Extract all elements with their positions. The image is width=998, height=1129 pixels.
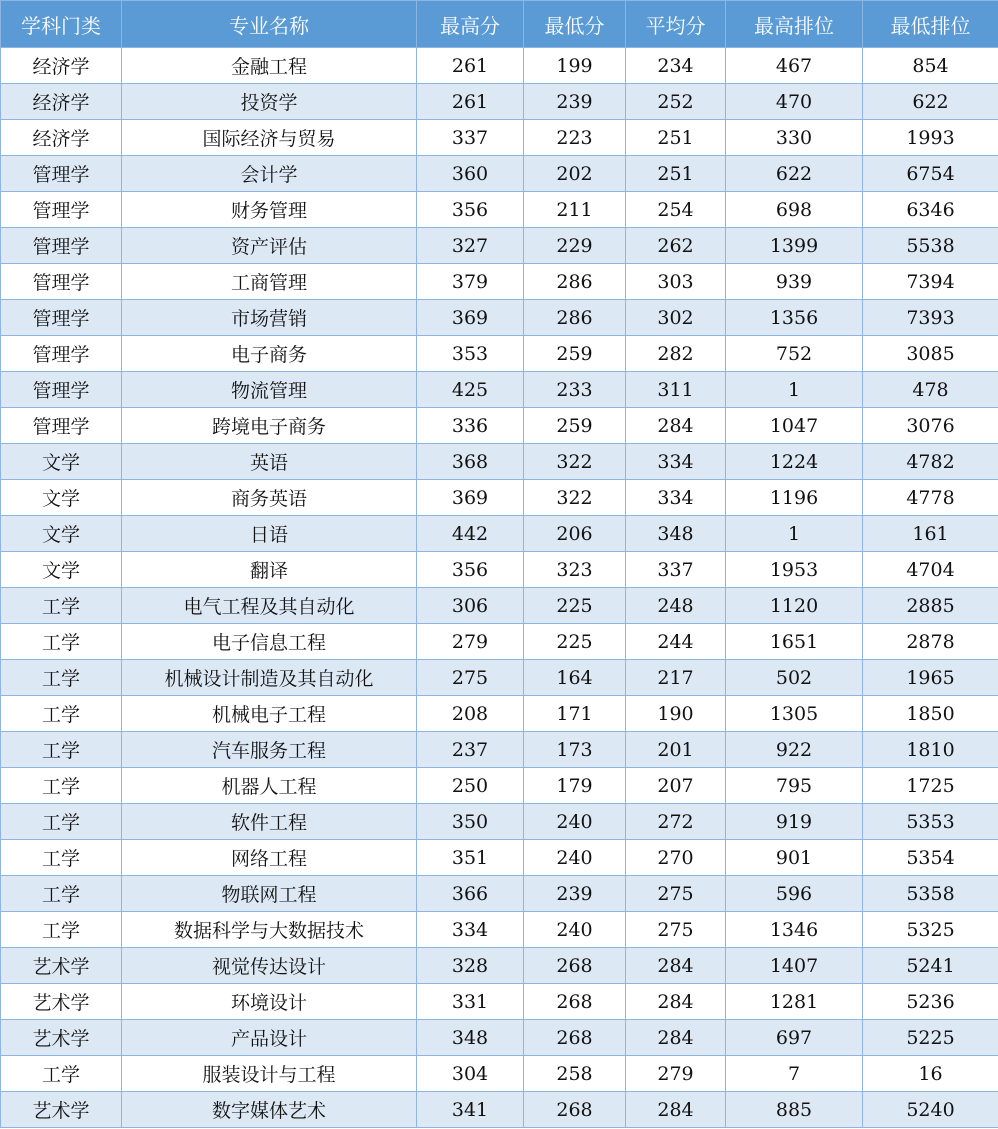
cell-avg-score: 284 (626, 1020, 726, 1056)
cell-min-rank: 4782 (863, 444, 998, 480)
cell-max-rank: 1224 (726, 444, 863, 480)
cell-avg-score: 337 (626, 552, 726, 588)
header-max-rank: 最高排位 (726, 1, 863, 48)
cell-max-rank: 1651 (726, 624, 863, 660)
cell-discipline: 工学 (1, 624, 122, 660)
cell-avg-score: 279 (626, 1056, 726, 1092)
cell-major: 网络工程 (122, 840, 417, 876)
table-row (1, 732, 998, 768)
cell-min-score: 199 (524, 48, 626, 84)
cell-major: 物流管理 (122, 372, 417, 408)
cell-max-rank: 885 (726, 1092, 863, 1128)
cell-min-rank: 622 (863, 84, 998, 120)
cell-avg-score: 334 (626, 444, 726, 480)
table-row (1, 948, 998, 984)
table-row (1, 588, 998, 624)
cell-discipline: 艺术学 (1, 1092, 122, 1128)
cell-min-score: 240 (524, 912, 626, 948)
cell-major: 汽车服务工程 (122, 732, 417, 768)
cell-discipline: 文学 (1, 444, 122, 480)
cell-max-rank: 697 (726, 1020, 863, 1056)
cell-max-score: 348 (417, 1020, 524, 1056)
cell-discipline: 经济学 (1, 48, 122, 84)
cell-min-rank: 5325 (863, 912, 998, 948)
table-row (1, 768, 998, 804)
cell-min-score: 323 (524, 552, 626, 588)
cell-max-rank: 922 (726, 732, 863, 768)
cell-major: 产品设计 (122, 1020, 417, 1056)
cell-min-score: 258 (524, 1056, 626, 1092)
cell-min-score: 259 (524, 336, 626, 372)
cell-discipline: 经济学 (1, 84, 122, 120)
table-row (1, 804, 998, 840)
table-row (1, 84, 998, 120)
cell-min-rank: 4704 (863, 552, 998, 588)
cell-max-rank: 1305 (726, 696, 863, 732)
cell-major: 翻译 (122, 552, 417, 588)
cell-min-score: 286 (524, 300, 626, 336)
cell-avg-score: 272 (626, 804, 726, 840)
header-row (1, 1, 998, 48)
cell-min-score: 239 (524, 876, 626, 912)
cell-min-score: 268 (524, 1092, 626, 1128)
table-row (1, 912, 998, 948)
cell-min-rank: 478 (863, 372, 998, 408)
cell-max-score: 379 (417, 264, 524, 300)
cell-max-score: 336 (417, 408, 524, 444)
cell-avg-score: 262 (626, 228, 726, 264)
cell-max-rank: 7 (726, 1056, 863, 1092)
header-min-score: 最低分 (524, 1, 626, 48)
cell-discipline: 管理学 (1, 228, 122, 264)
cell-max-rank: 622 (726, 156, 863, 192)
cell-max-rank: 919 (726, 804, 863, 840)
cell-avg-score: 334 (626, 480, 726, 516)
cell-min-score: 211 (524, 192, 626, 228)
cell-major: 数据科学与大数据技术 (122, 912, 417, 948)
table-row (1, 696, 998, 732)
cell-max-score: 353 (417, 336, 524, 372)
cell-discipline: 工学 (1, 804, 122, 840)
cell-major: 服装设计与工程 (122, 1056, 417, 1092)
cell-avg-score: 284 (626, 408, 726, 444)
cell-major: 日语 (122, 516, 417, 552)
cell-avg-score: 190 (626, 696, 726, 732)
cell-major: 视觉传达设计 (122, 948, 417, 984)
cell-avg-score: 284 (626, 948, 726, 984)
cell-major: 投资学 (122, 84, 417, 120)
cell-major: 环境设计 (122, 984, 417, 1020)
cell-min-rank: 5240 (863, 1092, 998, 1128)
cell-discipline: 管理学 (1, 192, 122, 228)
cell-major: 机器人工程 (122, 768, 417, 804)
cell-max-score: 327 (417, 228, 524, 264)
cell-avg-score: 244 (626, 624, 726, 660)
table-row (1, 624, 998, 660)
cell-major: 电子信息工程 (122, 624, 417, 660)
cell-major: 电气工程及其自动化 (122, 588, 417, 624)
cell-min-rank: 4778 (863, 480, 998, 516)
cell-max-score: 250 (417, 768, 524, 804)
cell-max-score: 261 (417, 48, 524, 84)
table-header (1, 1, 998, 48)
cell-min-rank: 5241 (863, 948, 998, 984)
cell-min-rank: 6346 (863, 192, 998, 228)
cell-discipline: 工学 (1, 912, 122, 948)
cell-major: 电子商务 (122, 336, 417, 372)
table-row (1, 408, 998, 444)
cell-major: 机械设计制造及其自动化 (122, 660, 417, 696)
cell-max-score: 334 (417, 912, 524, 948)
cell-avg-score: 251 (626, 156, 726, 192)
cell-avg-score: 270 (626, 840, 726, 876)
table-row (1, 660, 998, 696)
cell-min-score: 225 (524, 624, 626, 660)
header-discipline: 学科门类 (1, 1, 122, 48)
cell-max-rank: 901 (726, 840, 863, 876)
cell-avg-score: 254 (626, 192, 726, 228)
cell-min-score: 268 (524, 1020, 626, 1056)
cell-max-score: 341 (417, 1092, 524, 1128)
cell-discipline: 艺术学 (1, 948, 122, 984)
cell-avg-score: 248 (626, 588, 726, 624)
cell-major: 资产评估 (122, 228, 417, 264)
table-row (1, 1020, 998, 1056)
cell-max-score: 425 (417, 372, 524, 408)
cell-max-rank: 752 (726, 336, 863, 372)
cell-max-score: 304 (417, 1056, 524, 1092)
cell-max-score: 350 (417, 804, 524, 840)
cell-discipline: 工学 (1, 732, 122, 768)
cell-min-rank: 3085 (863, 336, 998, 372)
cell-min-rank: 7394 (863, 264, 998, 300)
cell-min-rank: 5354 (863, 840, 998, 876)
cell-major: 国际经济与贸易 (122, 120, 417, 156)
cell-avg-score: 302 (626, 300, 726, 336)
cell-max-score: 368 (417, 444, 524, 480)
cell-min-score: 322 (524, 444, 626, 480)
cell-max-score: 366 (417, 876, 524, 912)
cell-avg-score: 217 (626, 660, 726, 696)
cell-discipline: 工学 (1, 696, 122, 732)
cell-discipline: 工学 (1, 876, 122, 912)
cell-avg-score: 275 (626, 876, 726, 912)
cell-discipline: 管理学 (1, 336, 122, 372)
cell-min-score: 171 (524, 696, 626, 732)
cell-min-score: 239 (524, 84, 626, 120)
cell-max-score: 442 (417, 516, 524, 552)
cell-discipline: 管理学 (1, 408, 122, 444)
cell-max-rank: 1120 (726, 588, 863, 624)
table-row (1, 120, 998, 156)
cell-discipline: 艺术学 (1, 984, 122, 1020)
header-min-rank: 最低排位 (863, 1, 998, 48)
cell-max-rank: 795 (726, 768, 863, 804)
cell-major: 市场营销 (122, 300, 417, 336)
cell-discipline: 艺术学 (1, 1020, 122, 1056)
cell-max-rank: 1 (726, 372, 863, 408)
cell-major: 软件工程 (122, 804, 417, 840)
cell-avg-score: 207 (626, 768, 726, 804)
cell-discipline: 经济学 (1, 120, 122, 156)
cell-max-rank: 1407 (726, 948, 863, 984)
cell-min-rank: 5225 (863, 1020, 998, 1056)
cell-min-score: 202 (524, 156, 626, 192)
cell-max-score: 360 (417, 156, 524, 192)
cell-discipline: 管理学 (1, 372, 122, 408)
cell-major: 财务管理 (122, 192, 417, 228)
cell-min-rank: 1850 (863, 696, 998, 732)
cell-max-rank: 1953 (726, 552, 863, 588)
cell-discipline: 工学 (1, 840, 122, 876)
cell-avg-score: 303 (626, 264, 726, 300)
cell-discipline: 文学 (1, 480, 122, 516)
table-row (1, 840, 998, 876)
cell-min-rank: 161 (863, 516, 998, 552)
cell-avg-score: 275 (626, 912, 726, 948)
cell-max-rank: 1356 (726, 300, 863, 336)
cell-max-score: 279 (417, 624, 524, 660)
cell-max-score: 337 (417, 120, 524, 156)
cell-max-score: 369 (417, 300, 524, 336)
cell-min-rank: 5358 (863, 876, 998, 912)
cell-max-score: 328 (417, 948, 524, 984)
cell-major: 商务英语 (122, 480, 417, 516)
cell-discipline: 工学 (1, 660, 122, 696)
table-row (1, 156, 998, 192)
cell-min-rank: 5353 (863, 804, 998, 840)
table-row (1, 192, 998, 228)
cell-max-rank: 1281 (726, 984, 863, 1020)
cell-max-score: 369 (417, 480, 524, 516)
table-row (1, 228, 998, 264)
header-max-score: 最高分 (417, 1, 524, 48)
cell-avg-score: 284 (626, 984, 726, 1020)
cell-avg-score: 201 (626, 732, 726, 768)
cell-discipline: 文学 (1, 516, 122, 552)
cell-min-score: 286 (524, 264, 626, 300)
cell-max-score: 331 (417, 984, 524, 1020)
cell-max-rank: 1346 (726, 912, 863, 948)
cell-max-rank: 1196 (726, 480, 863, 516)
cell-min-rank: 1993 (863, 120, 998, 156)
cell-max-rank: 467 (726, 48, 863, 84)
cell-discipline: 管理学 (1, 156, 122, 192)
cell-min-rank: 3076 (863, 408, 998, 444)
cell-max-score: 306 (417, 588, 524, 624)
cell-max-score: 237 (417, 732, 524, 768)
cell-min-rank: 1810 (863, 732, 998, 768)
cell-max-rank: 698 (726, 192, 863, 228)
cell-min-score: 322 (524, 480, 626, 516)
cell-major: 英语 (122, 444, 417, 480)
cell-avg-score: 311 (626, 372, 726, 408)
table-row (1, 1092, 998, 1128)
cell-avg-score: 348 (626, 516, 726, 552)
cell-min-rank: 1965 (863, 660, 998, 696)
cell-min-rank: 854 (863, 48, 998, 84)
cell-max-rank: 939 (726, 264, 863, 300)
table-row (1, 48, 998, 84)
cell-discipline: 工学 (1, 588, 122, 624)
cell-min-score: 240 (524, 804, 626, 840)
cell-max-rank: 502 (726, 660, 863, 696)
cell-max-score: 208 (417, 696, 524, 732)
table-row (1, 372, 998, 408)
cell-avg-score: 282 (626, 336, 726, 372)
cell-min-rank: 5236 (863, 984, 998, 1020)
cell-max-rank: 470 (726, 84, 863, 120)
cell-min-score: 179 (524, 768, 626, 804)
table-row (1, 444, 998, 480)
cell-avg-score: 251 (626, 120, 726, 156)
cell-min-rank: 16 (863, 1056, 998, 1092)
cell-min-score: 268 (524, 984, 626, 1020)
cell-min-score: 164 (524, 660, 626, 696)
header-major: 专业名称 (122, 1, 417, 48)
cell-min-score: 225 (524, 588, 626, 624)
cell-min-score: 240 (524, 840, 626, 876)
table-row (1, 984, 998, 1020)
cell-major: 物联网工程 (122, 876, 417, 912)
header-avg-score: 平均分 (626, 1, 726, 48)
cell-major: 数字媒体艺术 (122, 1092, 417, 1128)
cell-min-score: 223 (524, 120, 626, 156)
cell-min-rank: 6754 (863, 156, 998, 192)
cell-max-score: 275 (417, 660, 524, 696)
table-row (1, 300, 998, 336)
cell-max-rank: 1047 (726, 408, 863, 444)
cell-max-score: 356 (417, 192, 524, 228)
cell-min-score: 259 (524, 408, 626, 444)
cell-min-rank: 2878 (863, 624, 998, 660)
cell-avg-score: 234 (626, 48, 726, 84)
cell-min-score: 173 (524, 732, 626, 768)
cell-max-score: 261 (417, 84, 524, 120)
cell-min-rank: 2885 (863, 588, 998, 624)
cell-major: 跨境电子商务 (122, 408, 417, 444)
table-row (1, 336, 998, 372)
cell-discipline: 管理学 (1, 264, 122, 300)
cell-min-score: 233 (524, 372, 626, 408)
cell-discipline: 管理学 (1, 300, 122, 336)
cell-max-score: 351 (417, 840, 524, 876)
table-row (1, 480, 998, 516)
cell-min-rank: 7393 (863, 300, 998, 336)
cell-min-rank: 5538 (863, 228, 998, 264)
table-row (1, 1056, 998, 1092)
cell-max-rank: 330 (726, 120, 863, 156)
cell-avg-score: 284 (626, 1092, 726, 1128)
table-row (1, 264, 998, 300)
cell-discipline: 工学 (1, 1056, 122, 1092)
cell-max-rank: 1 (726, 516, 863, 552)
table-row (1, 876, 998, 912)
cell-avg-score: 252 (626, 84, 726, 120)
cell-min-score: 229 (524, 228, 626, 264)
table-body (1, 48, 998, 1128)
cell-max-score: 356 (417, 552, 524, 588)
cell-max-rank: 1399 (726, 228, 863, 264)
cell-major: 机械电子工程 (122, 696, 417, 732)
cell-major: 会计学 (122, 156, 417, 192)
table-row (1, 516, 998, 552)
cell-major: 工商管理 (122, 264, 417, 300)
cell-min-score: 268 (524, 948, 626, 984)
cell-discipline: 文学 (1, 552, 122, 588)
table-row (1, 552, 998, 588)
cell-min-rank: 1725 (863, 768, 998, 804)
cell-max-rank: 596 (726, 876, 863, 912)
cell-discipline: 工学 (1, 768, 122, 804)
cell-min-score: 206 (524, 516, 626, 552)
cell-major: 金融工程 (122, 48, 417, 84)
